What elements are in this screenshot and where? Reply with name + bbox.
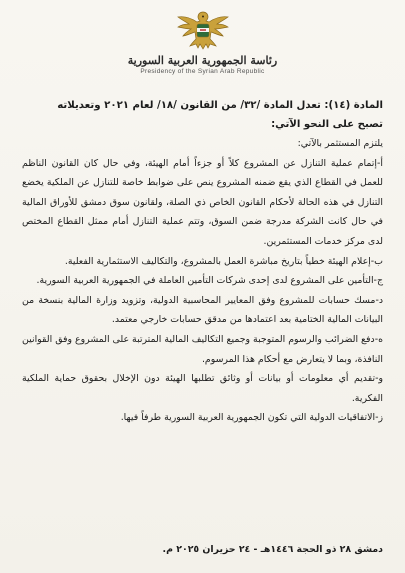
clause-a: أ-إتمام عملية التنازل عن المشروع كلاً أو جزءاً أمام الهيئة، وفي حال كان القانون الناظم للعمل في القطاع الذي يقع ضمنه المشروع ينص على ضوابط خاصة للتنازل عن الملكية يخضع التنازل في هذه الحالة لأحكام القانون الخاص ذي الصلة، ولقانون سوق دمشق للأوراق المالية في حال كانت الشركة مدرجة ضمن السوق، وتتم عملية التنازل أمام ممثل القطاع المختص لدى مركز خدمات المستثمرين.: [22, 157, 383, 247]
clause-c: ج-التأمين على المشروع لدى إحدى شركات التأمين العاملة في الجمهورية العربية السورية.: [36, 275, 383, 287]
clause-d: د-مسك حسابات للمشروع وفق المعايير المحاسبية الدولية، وتزويد وزارة المالية بنسخة من البيانات المالية الختامية بعد اعتمادها من مدقق حسابات خارجي معتمد.: [22, 294, 383, 326]
clause-g: ز-الاتفاقيات الدولية التي تكون الجمهورية العربية السورية طرفاً فيها.: [120, 412, 383, 424]
clause-b: ب-إعلام الهيئة خطياً بتاريخ مباشرة العمل بالمشروع، والتكاليف الاستثمارية الفعلية.: [64, 255, 383, 267]
article-heading-line1: المادة (١٤): تعدل المادة /٣٢/ من القانون /١٨/ لعام ٢٠٢١ وتعديلاته: [57, 100, 383, 111]
article-intro: يلتزم المستثمر بالآتي:: [297, 138, 383, 149]
document-body: [22, 96, 383, 428]
article-heading-line2: تصبح على النحو الآتي:: [271, 119, 383, 130]
header-title-arabic: رئاسة الجمهورية العربية السورية: [127, 54, 278, 67]
syrian-eagle-emblem-icon: [176, 6, 230, 52]
document-header: [0, 6, 405, 75]
clause-e: ه-دفع الضرائب والرسوم المتوجبة وجميع التكاليف المالية المترتبة على المشروع وفق القوانين النافذة، وبما لا يتعارض مع أحكام هذا المرسوم.: [22, 333, 383, 365]
header-title-english: Presidency of the Syrian Arab Republic: [140, 68, 265, 75]
document-date: دمشق ٢٨ ذو الحجة ١٤٤٦هـ - ٢٤ حزيران ٢٠٢٥ م.: [162, 544, 383, 555]
clause-f: و-تقديم أي معلومات أو بيانات أو وثائق تطلبها الهيئة دون الإخلال بحقوق حماية الملكية الفكرية.: [22, 373, 383, 404]
